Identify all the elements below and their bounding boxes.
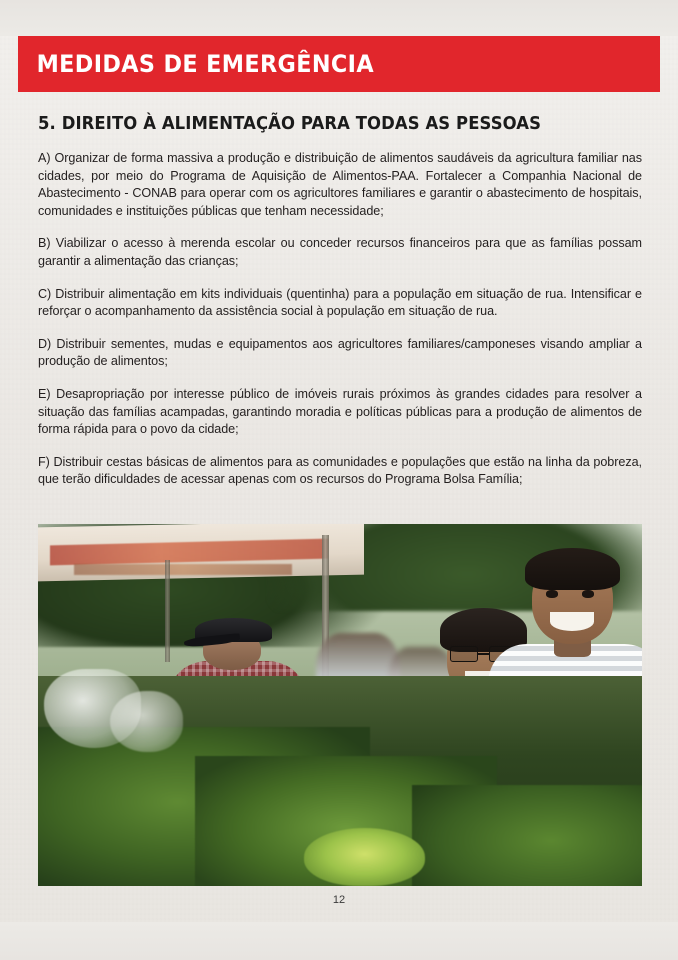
market-photo (38, 524, 642, 886)
paragraph-b: B) Viabilizar o acesso à merenda escolar ou conceder recursos financeiros para que as famílias possam garantir a alimentação das crianças; (38, 236, 642, 268)
page-bottom-margin (0, 922, 678, 960)
page-top-margin (0, 0, 678, 36)
photo-boy-smile (550, 612, 594, 631)
photo-lettuce-head (304, 828, 425, 886)
page-number: 12 (332, 894, 346, 906)
page-title: 5. DIREITO À ALIMENTAÇÃO PARA TODAS AS PESSOAS (38, 114, 542, 134)
photo-awning-stripe-secondary (74, 564, 291, 575)
paragraph-f: F) Distribuir cestas básicas de alimentos para as comunidades e populações que estão na linha da pobreza, que terão dificuldades de acessar apenas com os recursos do Programa Bolsa Família; (38, 454, 642, 487)
photo-tent-pole-secondary (165, 560, 170, 661)
paragraph-a: A) Organizar de forma massiva a produção e distribuição de alimentos saudáveis da agricultura familiar nas cidades, por meio do Programa de Aquisição de Alimentos-PAA. Fortalecer a Companhia Nacional de Abastecimento - CONAB para operar com os agricultores familiares e garantir o abastecimento de hospitais, comunidades e instituições públicas que tenham necessidade; (38, 151, 642, 218)
photo-figure (38, 524, 642, 886)
paragraph-c: C) Distribuir alimentação em kits individuais (quentinha) para a população em situação de rua. Intensificar e reforçar o acompanhamento da assistência social à população em situação de rua. (38, 286, 642, 319)
photo-eyeglass-lens-left (450, 646, 478, 662)
section-banner (18, 36, 660, 92)
photo-plastic-bag-two (110, 691, 182, 753)
photo-vegetables-right (412, 785, 642, 886)
photo-eyeglass-bridge (478, 653, 489, 655)
paragraph-d: D) Distribuir sementes, mudas e equipamentos aos agricultores familiares/camponeses visando ampliar a produção de alimentos; (38, 336, 642, 369)
banner-title: MEDIDAS DE EMERGÊNCIA (36, 50, 375, 78)
content-column (38, 100, 642, 504)
photo-boy-hair (525, 548, 619, 591)
paragraph-e: E) Desapropriação por interesse público de imóveis rurais próximos às grandes cidades para resolver a situação das famílias acampadas, garantindo moradia e políticas públicas para a produção de alimentos de forma rápida para o povo da cidade; (38, 386, 642, 437)
